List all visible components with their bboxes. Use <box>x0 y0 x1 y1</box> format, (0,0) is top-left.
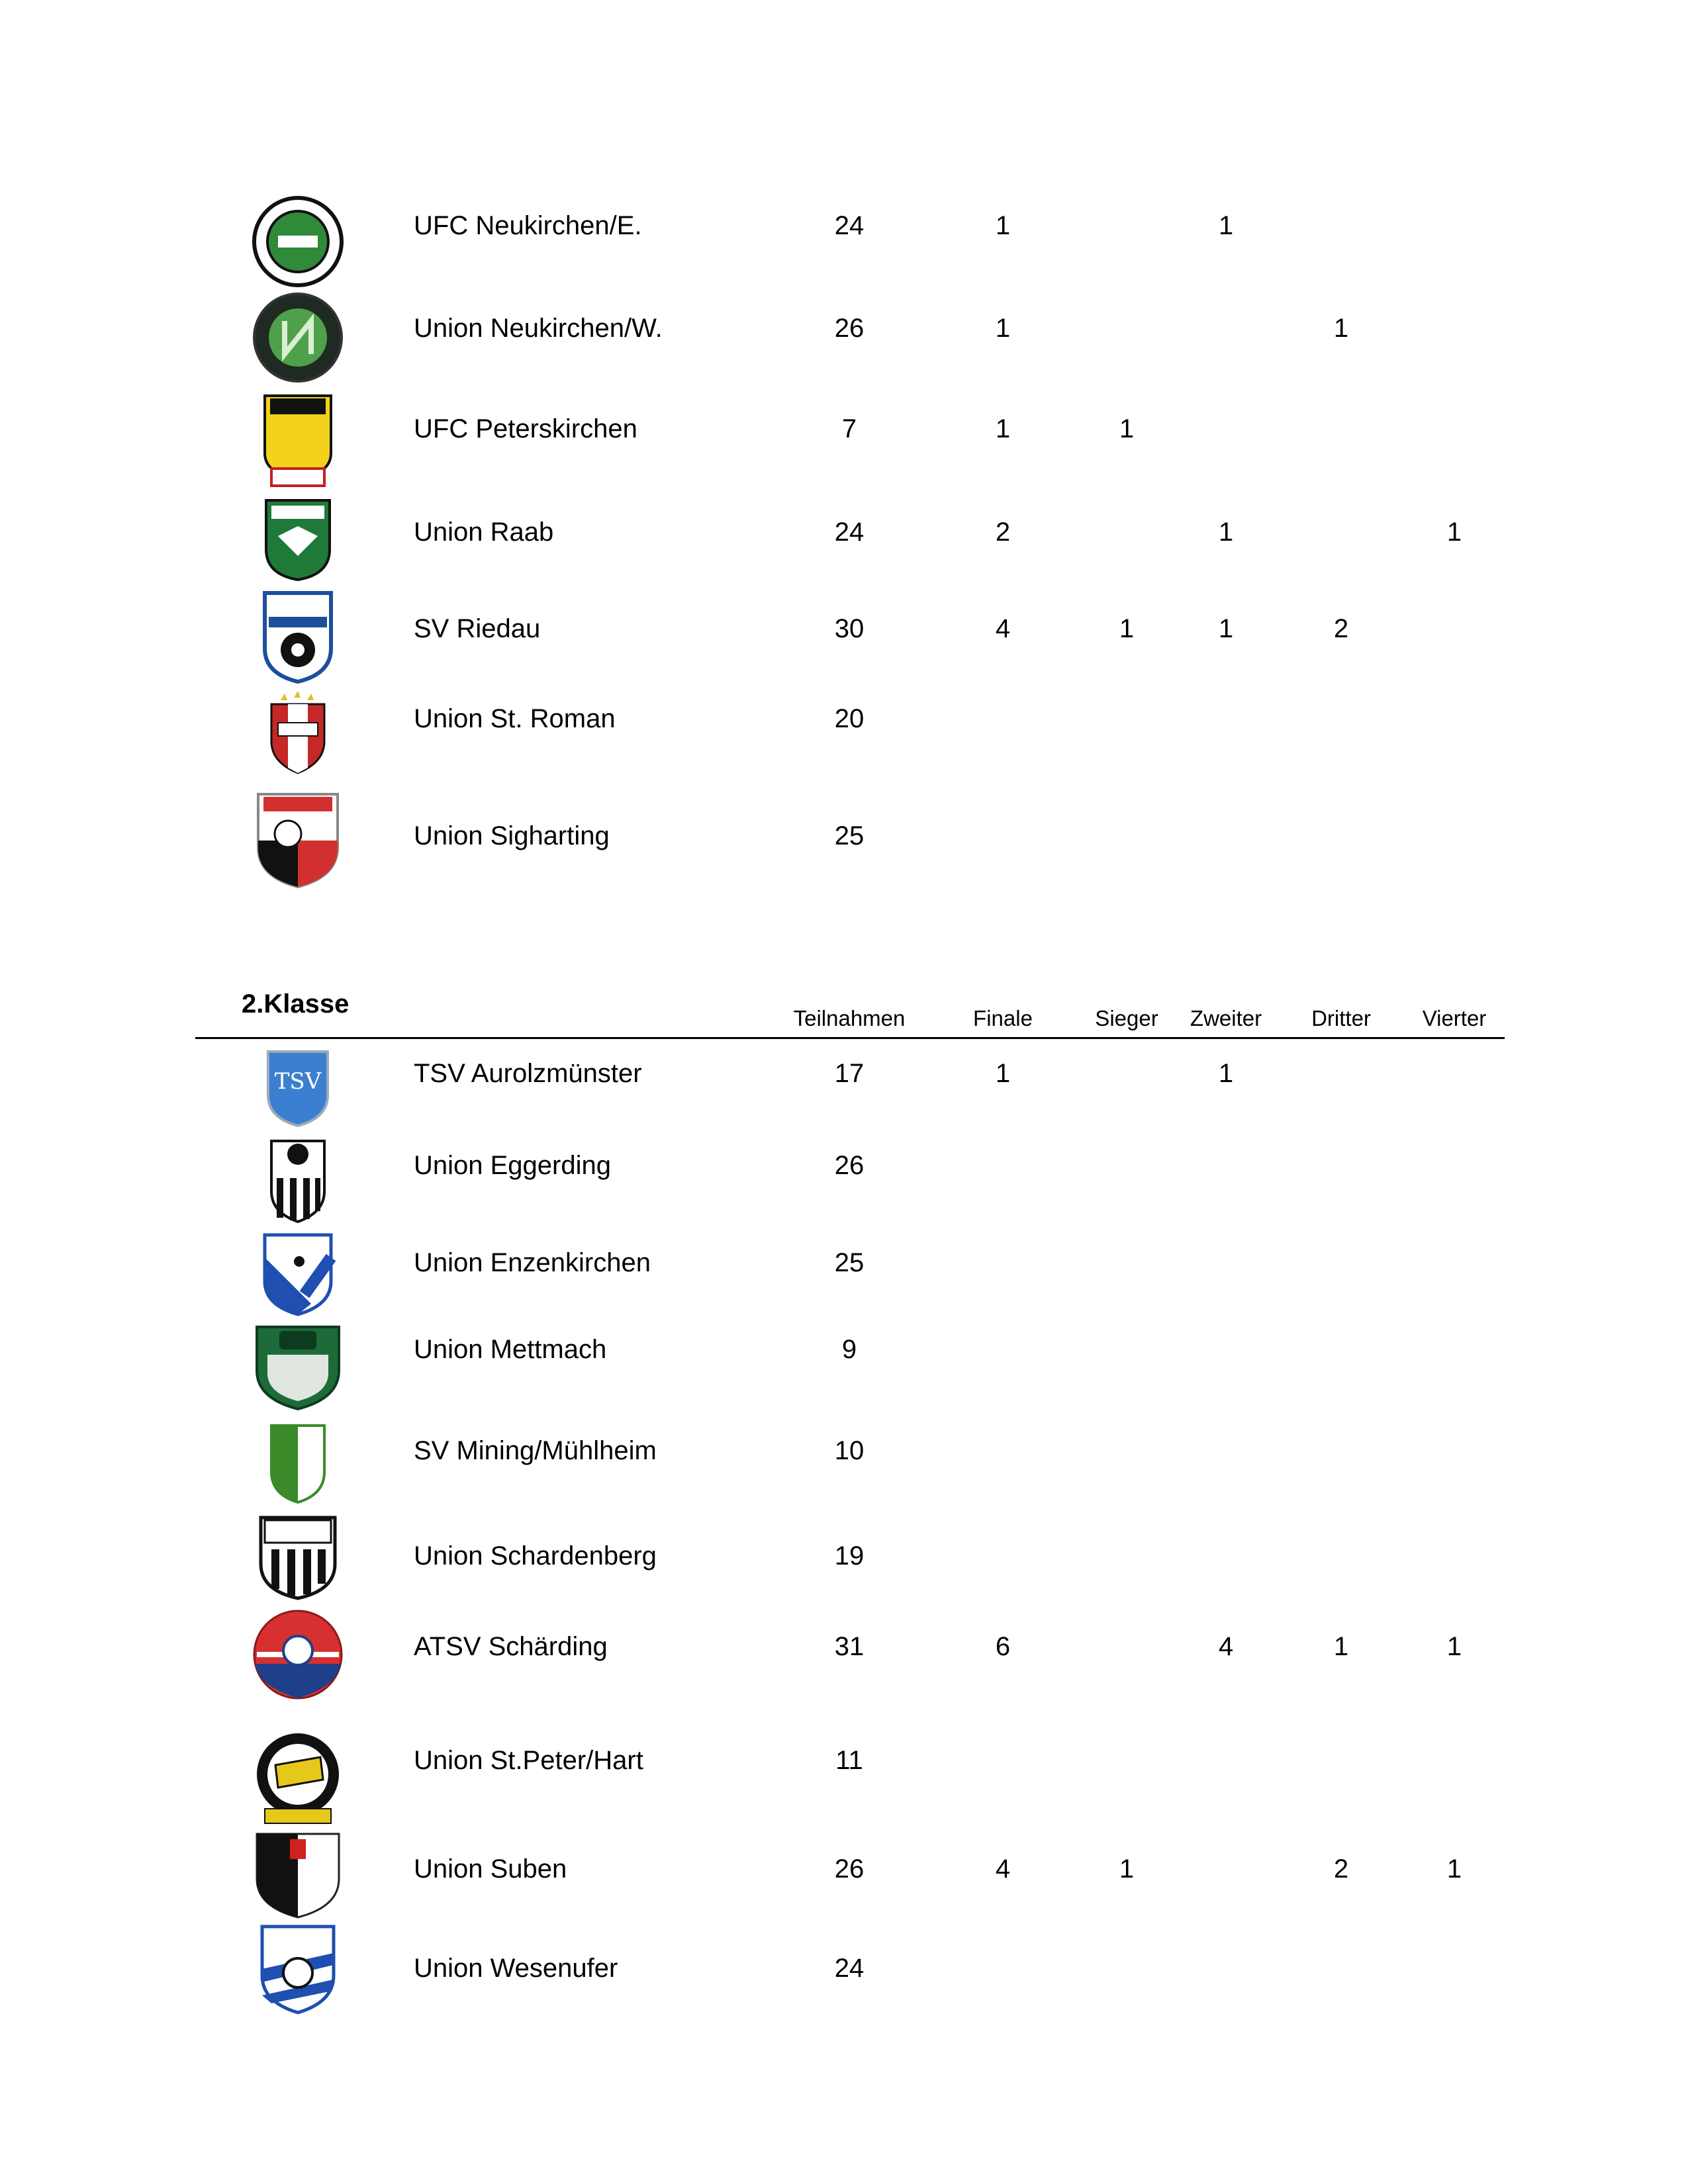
atsv-schaerding-crest <box>252 1608 344 1701</box>
union-suben-crest <box>252 1830 344 1919</box>
teilnahmen-value: 26 <box>834 314 865 343</box>
table-row <box>0 1731 1688 1827</box>
sieger-value: 1 <box>1119 614 1135 643</box>
teilnahmen-value: 30 <box>834 614 865 643</box>
column-header-zweiter: Zweiter <box>1190 1006 1262 1030</box>
union-neukirchen-crest <box>252 291 344 384</box>
table-row <box>0 788 1688 890</box>
team-name: Union Neukirchen/W. <box>414 314 663 343</box>
teilnahmen-value: 19 <box>834 1541 865 1570</box>
ufc-peterskirchen-crest <box>252 390 344 490</box>
union-mettmach-crest <box>252 1320 344 1413</box>
vierter-value: 1 <box>1446 1632 1462 1661</box>
team-name: Union Schardenberg <box>414 1541 657 1570</box>
table-row <box>0 496 1688 582</box>
zweiter-value: 1 <box>1218 1059 1234 1088</box>
table-row <box>0 1608 1688 1701</box>
vierter-value: 1 <box>1446 518 1462 547</box>
team-name: TSV Aurolzmünster <box>414 1059 642 1088</box>
sv-mining-crest <box>252 1423 344 1506</box>
union-st-roman-crest <box>252 688 344 778</box>
teilnahmen-value: 26 <box>834 1151 865 1180</box>
teilnahmen-value: 24 <box>834 211 865 240</box>
team-name: Union Eggerding <box>414 1151 611 1180</box>
finale-value: 1 <box>995 414 1011 443</box>
table-row <box>0 1923 1688 2015</box>
teilnahmen-value: 11 <box>835 1746 863 1775</box>
column-header-sieger: Sieger <box>1095 1006 1158 1030</box>
table-row <box>0 1423 1688 1506</box>
table-row <box>0 1231 1688 1317</box>
header-divider <box>195 1037 1505 1039</box>
union-schardenberg-crest <box>252 1512 344 1602</box>
team-name: Union St. Roman <box>414 704 616 733</box>
table-row <box>0 291 1688 384</box>
union-eggerding-crest <box>252 1132 344 1224</box>
teilnahmen-value: 24 <box>834 518 865 547</box>
team-name: Union Raab <box>414 518 554 547</box>
table-row <box>0 688 1688 778</box>
ufc-neukirchen-crest <box>252 192 344 291</box>
sv-riedau-crest <box>252 589 344 685</box>
finale-value: 1 <box>995 314 1011 343</box>
table-row <box>0 1512 1688 1602</box>
teilnahmen-value: 26 <box>834 1854 865 1884</box>
zweiter-value: 1 <box>1218 614 1234 643</box>
table-row <box>0 1049 1688 1128</box>
team-name: Union Wesenufer <box>414 1954 618 1983</box>
table-row <box>0 1830 1688 1919</box>
table-row <box>0 1132 1688 1224</box>
team-name: Union Suben <box>414 1854 567 1884</box>
zweiter-value: 4 <box>1218 1632 1234 1661</box>
union-enzenkirchen-crest <box>252 1231 344 1317</box>
finale-value: 4 <box>995 1854 1011 1884</box>
dritter-value: 1 <box>1333 1632 1349 1661</box>
column-header-dritter: Dritter <box>1311 1006 1371 1030</box>
zweiter-value: 1 <box>1218 211 1234 240</box>
tsv-aurolzmuenster-crest <box>252 1049 344 1128</box>
team-name: SV Riedau <box>414 614 541 643</box>
teilnahmen-value: 10 <box>834 1436 865 1465</box>
svg-text:TSV: TSV <box>274 1068 322 1095</box>
dritter-value: 2 <box>1333 1854 1349 1884</box>
table-row <box>0 390 1688 490</box>
union-sigharting-crest <box>252 788 344 890</box>
column-header-vierter: Vierter <box>1422 1006 1487 1030</box>
teilnahmen-value: 17 <box>834 1059 865 1088</box>
sieger-value: 1 <box>1119 414 1135 443</box>
team-name: Union Mettmach <box>414 1335 607 1364</box>
union-raab-crest <box>252 496 344 582</box>
teilnahmen-value: 24 <box>834 1954 865 1983</box>
table-row <box>0 1320 1688 1413</box>
union-wesenufer-crest <box>252 1923 344 2015</box>
finale-value: 4 <box>995 614 1011 643</box>
column-header-teilnahmen: Teilnahmen <box>793 1006 906 1030</box>
table-row <box>0 192 1688 291</box>
section-title: 2.Klasse <box>242 989 350 1019</box>
finale-value: 6 <box>995 1632 1011 1661</box>
finale-value: 2 <box>995 518 1011 547</box>
sieger-value: 1 <box>1119 1854 1135 1884</box>
teilnahmen-value: 9 <box>841 1335 857 1364</box>
dritter-value: 2 <box>1333 614 1349 643</box>
team-name: Union St.Peter/Hart <box>414 1746 643 1775</box>
teilnahmen-value: 25 <box>834 821 865 850</box>
team-name: ATSV Schärding <box>414 1632 608 1661</box>
vierter-value: 1 <box>1446 1854 1462 1884</box>
team-name: Union Enzenkirchen <box>414 1248 651 1277</box>
teilnahmen-value: 31 <box>834 1632 865 1661</box>
finale-value: 1 <box>995 211 1011 240</box>
team-name: Union Sigharting <box>414 821 610 850</box>
column-header-finale: Finale <box>973 1006 1033 1030</box>
team-name: UFC Neukirchen/E. <box>414 211 642 240</box>
union-st-peter-crest <box>252 1731 344 1827</box>
zweiter-value: 1 <box>1218 518 1234 547</box>
finale-value: 1 <box>995 1059 1011 1088</box>
team-name: UFC Peterskirchen <box>414 414 637 443</box>
teilnahmen-value: 20 <box>834 704 865 733</box>
team-name: SV Mining/Mühlheim <box>414 1436 657 1465</box>
teilnahmen-value: 7 <box>841 414 857 443</box>
dritter-value: 1 <box>1333 314 1349 343</box>
teilnahmen-value: 25 <box>834 1248 865 1277</box>
table-row <box>0 589 1688 685</box>
